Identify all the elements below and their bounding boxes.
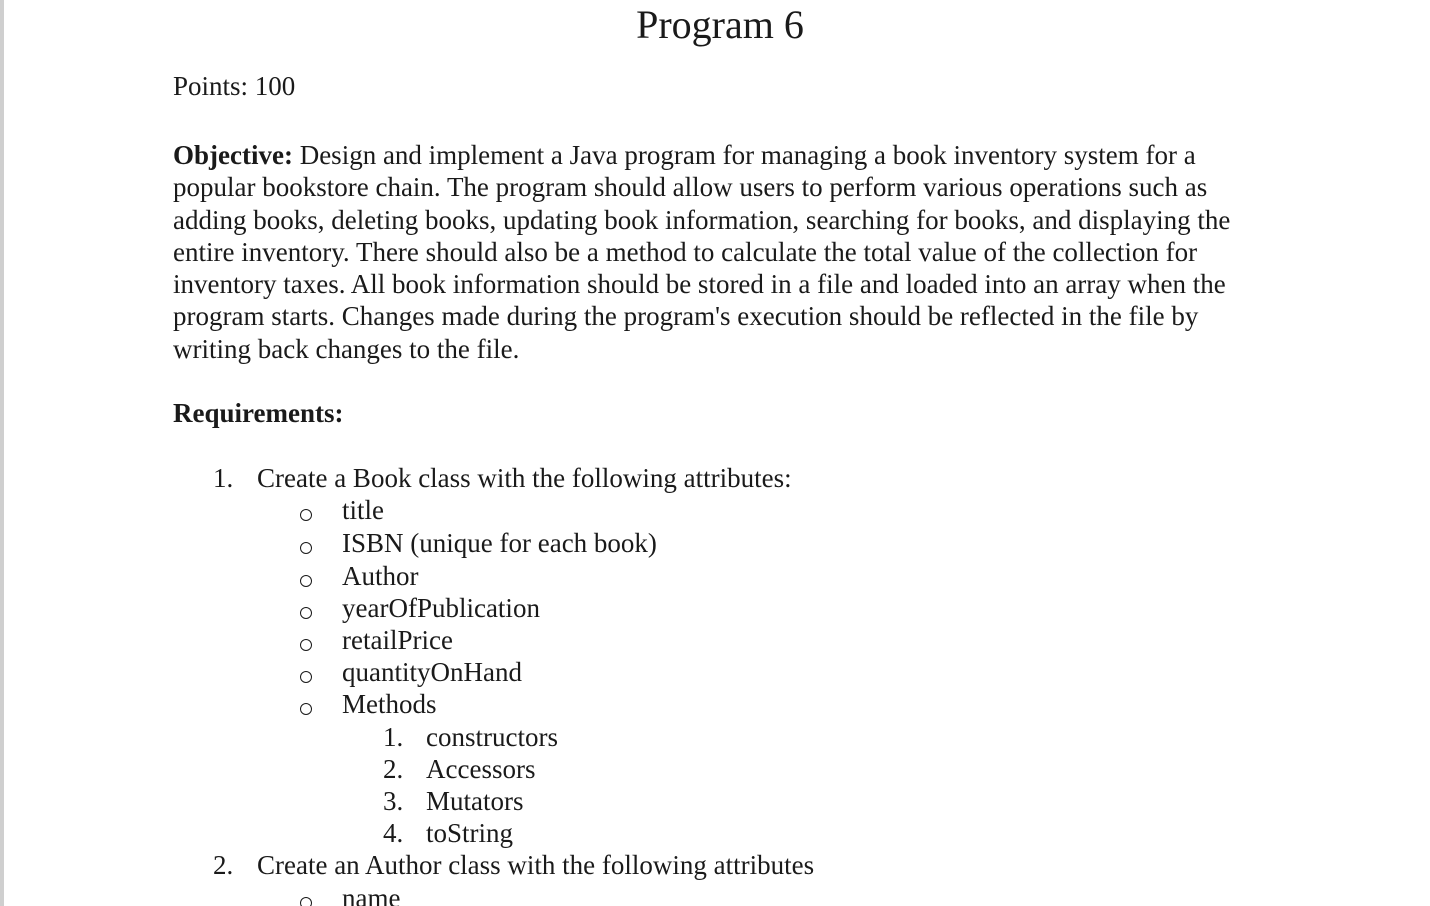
method-number: 3.	[383, 786, 404, 816]
req1-text: Create a Book class with the following attributes:	[257, 463, 792, 493]
req2-number: 2.	[213, 850, 234, 880]
book-attribute-item: retailPrice	[342, 625, 453, 655]
bullet-icon	[300, 690, 312, 722]
bullet-icon	[300, 658, 312, 690]
bullet-icon	[300, 884, 312, 906]
objective-label: Objective:	[173, 140, 293, 170]
req1-number: 1.	[213, 463, 234, 493]
bullet-icon	[300, 529, 312, 561]
method-item: toString	[426, 818, 514, 848]
method-number: 2.	[383, 754, 404, 784]
bullet-icon	[300, 594, 312, 626]
book-attribute-item: yearOfPublication	[342, 593, 540, 623]
requirements-heading: Requirements:	[173, 398, 344, 428]
req2-text: Create an Author class with the following attributes	[257, 850, 815, 880]
book-attribute-item: Methods	[342, 689, 437, 719]
bullet-icon	[300, 626, 312, 658]
method-item: Accessors	[426, 754, 536, 784]
page-title: Program 6	[636, 2, 804, 47]
objective-paragraph	[173, 139, 1283, 365]
bullet-icon	[300, 562, 312, 594]
method-number: 4.	[383, 818, 404, 848]
method-item: constructors	[426, 722, 558, 752]
points-line: Points: 100	[173, 71, 296, 101]
bullet-icon	[300, 496, 312, 528]
objective-text: Design and implement a Java program for managing a book inventory system for a popular bookstore chain. The program should allow users to perform various operations such as adding books, deleting books, updating book information, searching for books, and displaying the entire inventory. There should also be a method to calculate the total value of the collection for inventory taxes. All book information should be stored in a file and loaded into an array when the program starts. Changes made during the program's execution should be reflected in the file by writing back changes to the file.	[173, 140, 1231, 364]
book-attribute-item: ISBN (unique for each book)	[342, 528, 657, 558]
book-attribute-item: title	[342, 495, 384, 525]
book-attribute-item: quantityOnHand	[342, 657, 522, 687]
author-attribute-item: name	[342, 883, 401, 906]
method-item: Mutators	[426, 786, 524, 816]
book-attribute-item: Author	[342, 561, 419, 591]
method-number: 1.	[383, 722, 404, 752]
